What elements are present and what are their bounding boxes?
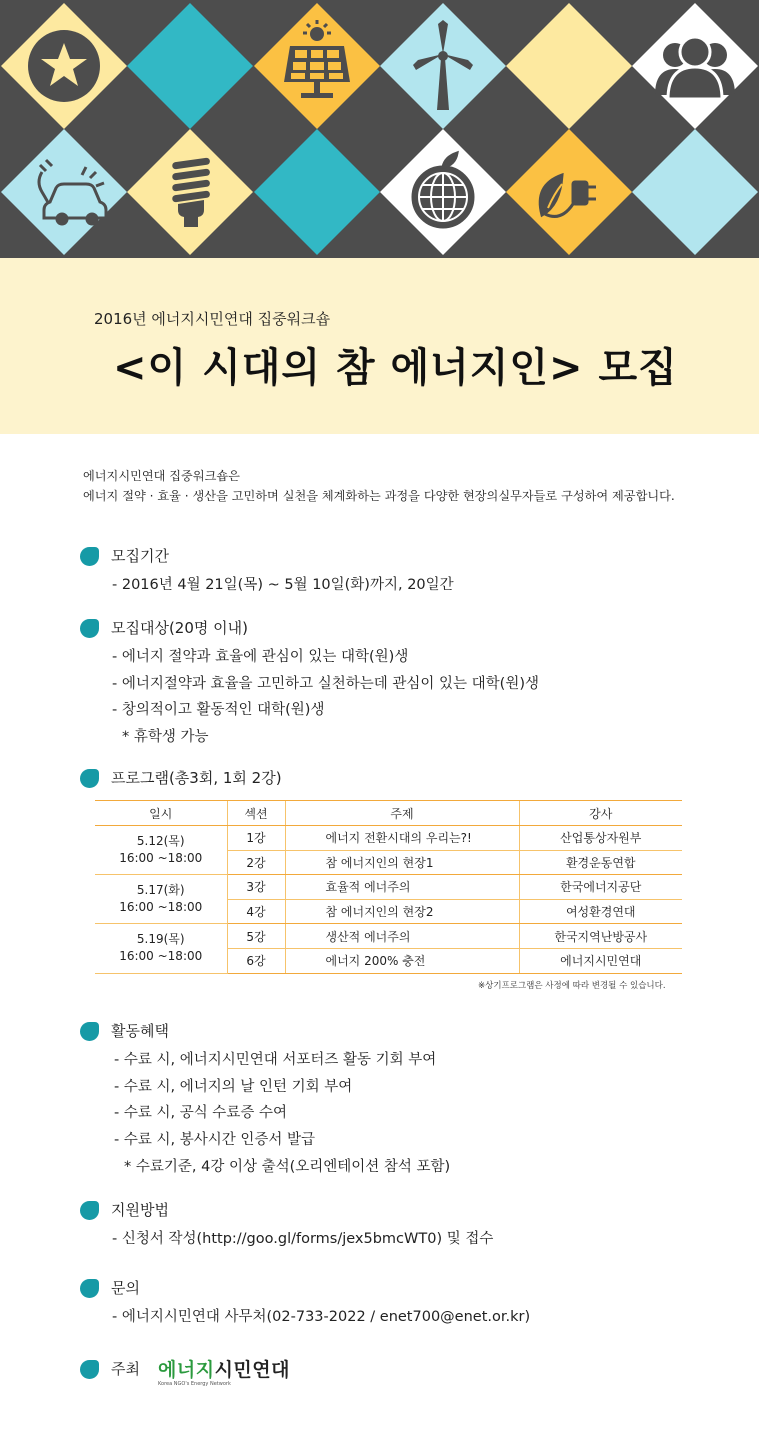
- logo-wordmark: [158, 1355, 290, 1382]
- lecturer-cell: 한국에너지공단: [519, 875, 682, 900]
- session-cell: 3강: [227, 875, 285, 900]
- list-note: * 휴학생 가능: [122, 729, 209, 746]
- section-lines: [112, 572, 454, 599]
- section-title: 활동혜택: [111, 1022, 169, 1040]
- logo-dark-text: 시민연대: [214, 1359, 290, 1381]
- section-title: 지원방법: [111, 1201, 169, 1219]
- date-time: 16:00 ~18:00: [119, 949, 203, 964]
- section-title: 프로그램(총3회, 1회 2강): [111, 769, 282, 787]
- table-header-row: [95, 801, 682, 826]
- table-row: [95, 875, 682, 900]
- list-item: - 신청서 작성(http://goo.gl/forms/jex5bmcWT0) 및 접수: [112, 1231, 494, 1247]
- lecturer-cell: 에너지시민연대: [519, 948, 682, 973]
- list-item: - 수료 시, 에너지시민연대 서포터즈 활동 기회 부여: [114, 1052, 437, 1068]
- topic-cell: 참 에너지인의 현장1: [285, 850, 519, 875]
- section-title: 문의: [111, 1279, 140, 1297]
- section-lines: [112, 1226, 493, 1253]
- list-item: - 2016년 4월 21일(목) ~ 5월 10일(화)까지, 20일간: [112, 577, 454, 593]
- intro-text: [83, 466, 675, 506]
- logo-subtext: Korea NGO's Energy Network: [158, 1381, 231, 1387]
- program-table: [95, 800, 682, 974]
- topic-cell: 에너지 200% 충전: [285, 948, 519, 973]
- lecturer-cell: 환경운동연합: [519, 850, 682, 875]
- bullet-drop-icon: [80, 1022, 99, 1041]
- section-lines: [114, 1047, 450, 1181]
- bullet-drop-icon: [80, 619, 99, 638]
- hero-banner: [0, 0, 759, 258]
- lecturer-cell: 한국지역난방공사: [519, 924, 682, 949]
- list-item: - 창의적이고 활동적인 대학(원)생: [112, 702, 325, 719]
- date-cell: [95, 924, 227, 973]
- date-day: 5.12(목): [136, 834, 185, 849]
- section-title: 모집대상(20명 이내): [111, 619, 248, 637]
- date-cell: [95, 875, 227, 924]
- bullet-drop-icon: [80, 1201, 99, 1220]
- session-cell: 5강: [227, 924, 285, 949]
- intro-line: 에너지 절약 · 효율 · 생산을 고민하며 실천을 체계화하는 과정을 다양한 현장의실무자들로 구성하여 제공합니다.: [83, 489, 675, 503]
- diamond-pattern: [0, 0, 759, 258]
- bullet-drop-icon: [80, 547, 99, 566]
- list-note: * 수료기준, 4강 이상 출석(오리엔테이션 참석 포함): [124, 1158, 451, 1175]
- list-item: - 에너지시민연대 사무처(02-733-2022 / enet700@enet.or.kr): [112, 1309, 531, 1325]
- section-lines: [112, 1304, 530, 1331]
- bullet-drop-icon: [80, 1360, 99, 1379]
- header-session: 섹션: [227, 801, 285, 826]
- title-band: [0, 258, 759, 434]
- date-day: 5.17(화): [136, 883, 185, 898]
- header-date: 일시: [95, 801, 227, 826]
- bullet-drop-icon: [80, 769, 99, 788]
- section-lines: [112, 644, 539, 751]
- list-item: - 수료 시, 봉사시간 인증서 발급: [114, 1132, 315, 1149]
- page-subtitle: 2016년 에너지시민연대 집중워크숍: [94, 310, 331, 328]
- logo-green-text: 에너지: [158, 1359, 215, 1381]
- lecturer-cell: 여성환경연대: [519, 899, 682, 924]
- date-cell: [95, 826, 227, 875]
- lecturer-cell: 산업통상자원부: [519, 826, 682, 851]
- bullet-drop-icon: [80, 1279, 99, 1298]
- session-cell: 2강: [227, 850, 285, 875]
- section-title: 주최: [111, 1360, 140, 1378]
- table-row: [95, 924, 682, 949]
- session-cell: 4강: [227, 899, 285, 924]
- topic-cell: 에너지 전환시대의 우리는?!: [285, 826, 519, 851]
- date-time: 16:00 ~18:00: [119, 851, 203, 866]
- session-cell: 1강: [227, 826, 285, 851]
- header-topic: 주제: [285, 801, 519, 826]
- star-icon: [28, 30, 100, 102]
- session-cell: 6강: [227, 948, 285, 973]
- intro-line: 에너지시민연대 집중워크숍은: [83, 469, 240, 483]
- list-item: - 수료 시, 공식 수료증 수여: [114, 1105, 287, 1122]
- topic-cell: 효율적 에너주의: [285, 875, 519, 900]
- list-item: - 수료 시, 에너지의 날 인턴 기회 부여: [114, 1078, 353, 1095]
- header-lecturer: 강사: [519, 801, 682, 826]
- date-time: 16:00 ~18:00: [119, 900, 203, 915]
- page-title: <이 시대의 참 에너지인> 모집: [113, 345, 678, 391]
- list-item: - 에너지 절약과 효율에 관심이 있는 대학(원)생: [112, 649, 409, 665]
- topic-cell: 참 에너지인의 현장2: [285, 899, 519, 924]
- table-note: ※상기프로그램은 사정에 따라 변경될 수 있습니다.: [478, 981, 666, 991]
- topic-cell: 생산적 에너주의: [285, 924, 519, 949]
- section-title: 모집기간: [111, 547, 169, 565]
- table-row: [95, 826, 682, 851]
- list-item: - 에너지절약과 효율을 고민하고 실천하는데 관심이 있는 대학(원)생: [112, 675, 539, 692]
- host-logo: [158, 1355, 290, 1387]
- date-day: 5.19(목): [136, 932, 185, 947]
